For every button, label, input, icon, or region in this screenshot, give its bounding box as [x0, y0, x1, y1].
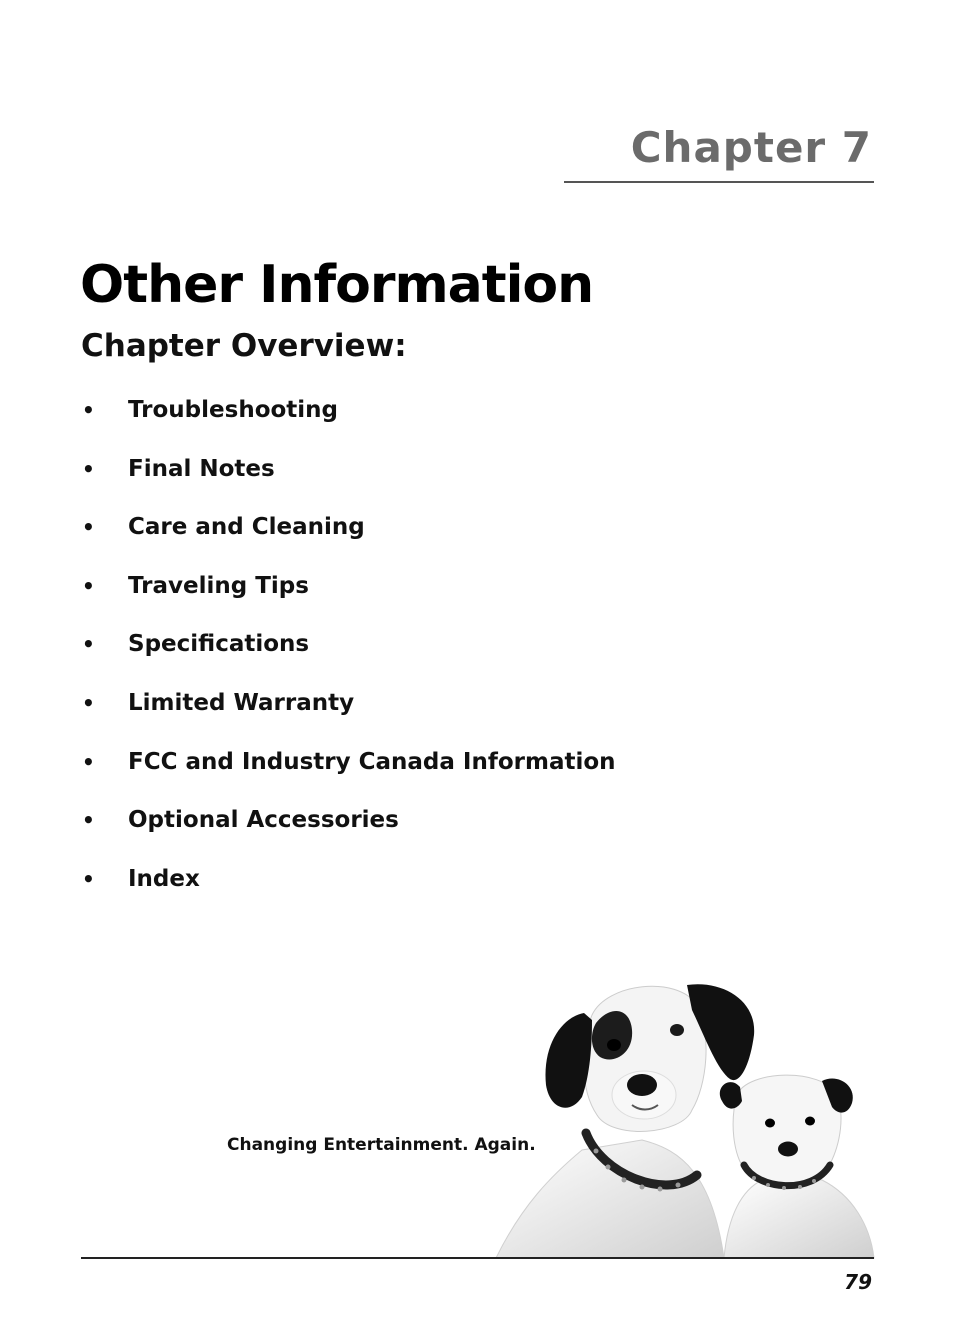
brand-tagline: Changing Entertainment. Again.: [227, 1135, 536, 1155]
bullet-icon: •: [82, 573, 95, 598]
list-item-label: FCC and Industry Canada Information: [128, 748, 616, 775]
list-item-label: Limited Warranty: [128, 689, 355, 716]
bullet-icon: •: [82, 808, 95, 833]
bullet-icon: •: [82, 690, 95, 715]
bullet-icon: •: [82, 632, 95, 657]
footer-rule: [81, 1257, 874, 1259]
list-item-label: Index: [128, 865, 200, 892]
bullet-icon: •: [82, 866, 95, 891]
list-item-label: Optional Accessories: [128, 807, 399, 834]
list-item-label: Care and Cleaning: [128, 514, 365, 541]
list-item-label: Final Notes: [128, 455, 275, 482]
bullet-icon: •: [82, 515, 95, 540]
page-number: 79: [844, 1270, 872, 1294]
list-item-label: Specifications: [128, 631, 310, 658]
page-title: Other Information: [80, 255, 594, 315]
bullet-icon: •: [82, 398, 95, 422]
chapter-label: Chapter 7: [630, 123, 872, 172]
list-item-label: Traveling Tips: [128, 572, 309, 599]
chapter-overview-heading: Chapter Overview:: [81, 328, 407, 364]
list-item-label: Troubleshooting: [128, 397, 339, 423]
bullet-icon: •: [82, 456, 95, 481]
two-dogs-illustration: [492, 975, 876, 1259]
bullet-icon: •: [82, 749, 95, 774]
chapter-rule: [564, 181, 874, 183]
